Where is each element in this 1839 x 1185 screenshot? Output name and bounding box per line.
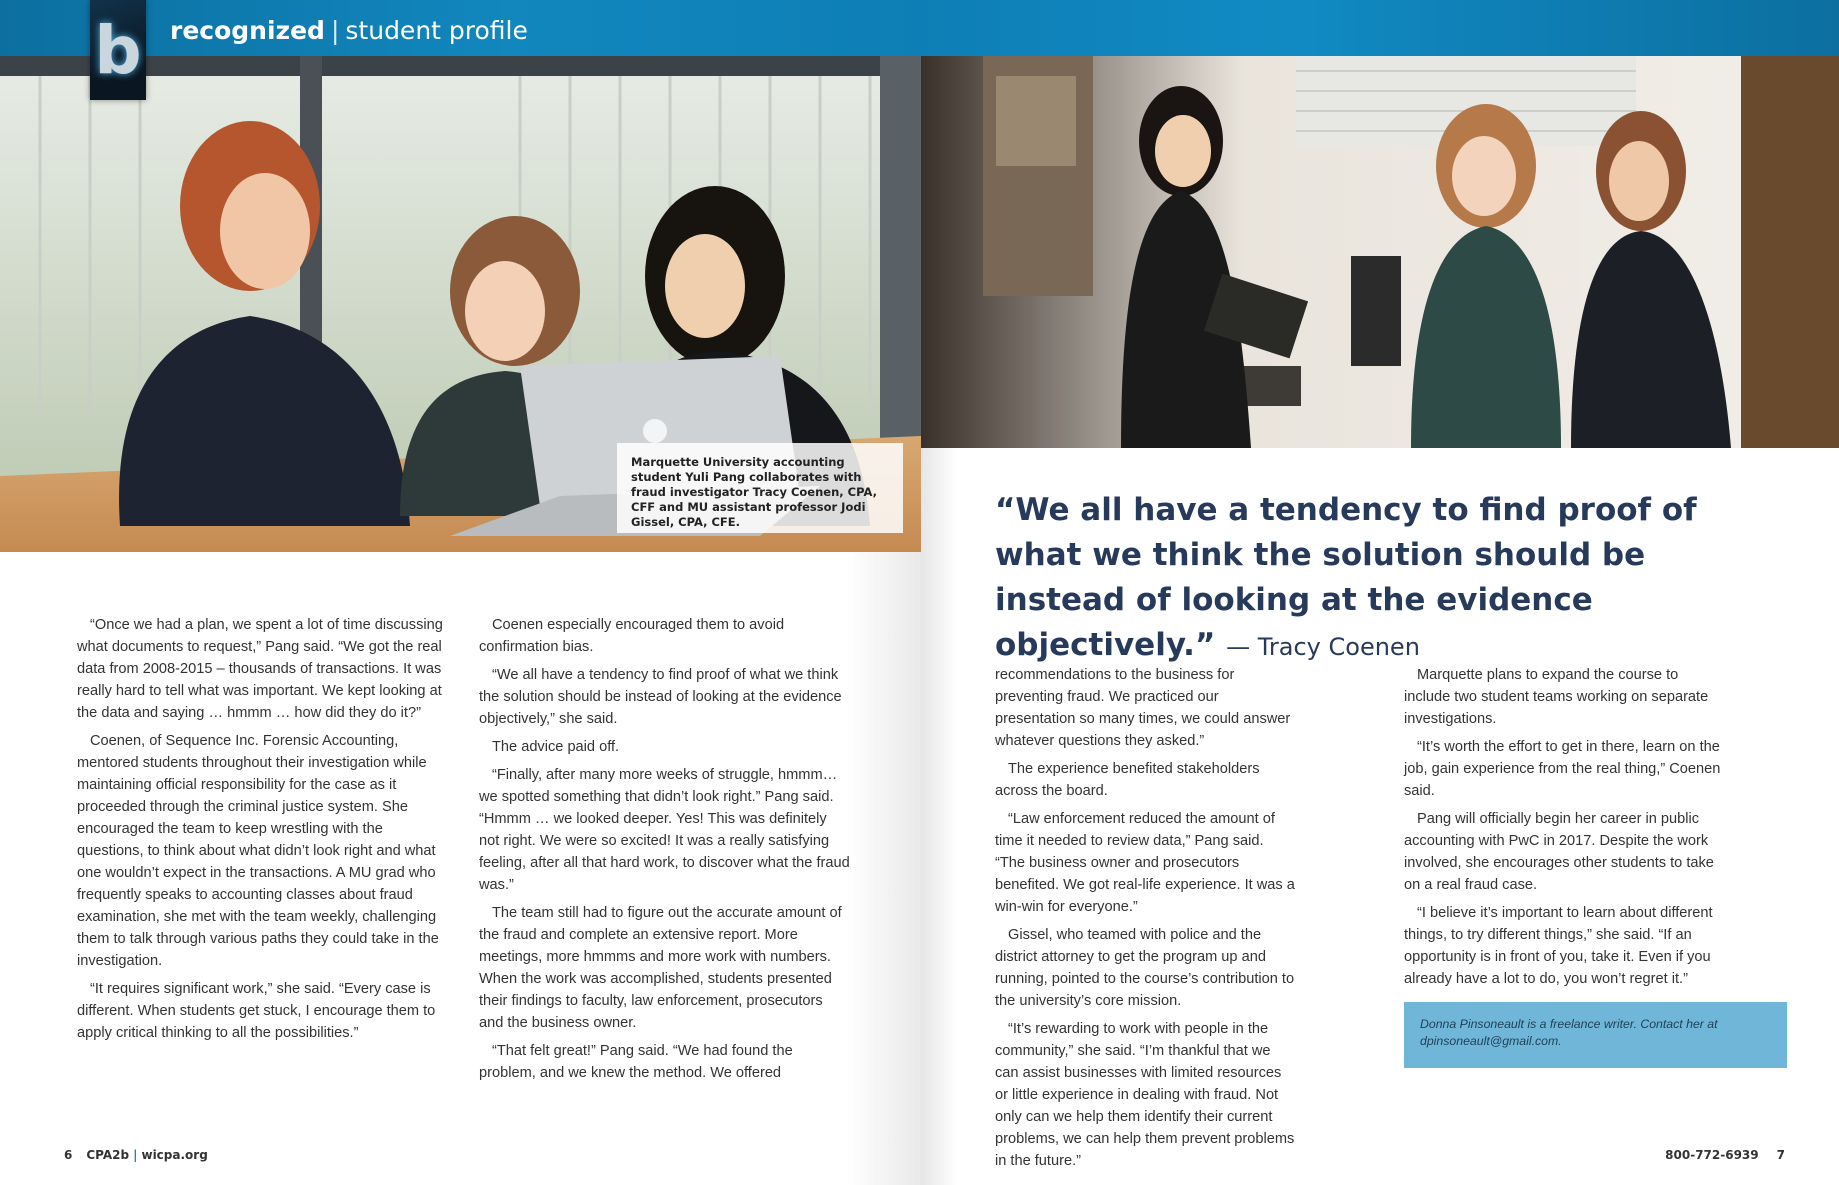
paragraph: Coenen especially encouraged them to avoid confirmation bias.: [479, 617, 785, 655]
paragraph: recommendations to the business for preventing fraud. We practiced our presentation so many times, we could answer whatever questions they asked.”: [995, 667, 1291, 749]
phone-number: 800-772-6939: [1665, 1148, 1759, 1162]
paragraph: “We all have a tendency to find proof of what we think the solution should be instead of looking at the evidence objectively,” she said.: [479, 667, 842, 727]
paragraph: “That felt great!” Pang said. “We had found the problem, and we knew the method. We offered: [479, 1043, 793, 1081]
pull-quote-attribution: — Tracy Coenen: [1226, 633, 1420, 661]
right-column-1: [995, 664, 1295, 1178]
paragraph: Coenen, of Sequence Inc. Forensic Accounting, mentored students throughout their investigation while maintaining official responsibility for the case as it proceeded through the criminal justice system. She encouraged the team to keep wrestling with the questions, to think about what didn’t look right and what one wouldn’t expect in the transactions. A MU grad who frequently speaks to accounting classes about fraud examination, she met with the team weekly, challenging them to talk through various paths they could take in the investigation.: [77, 733, 439, 969]
page-number: 7: [1776, 1148, 1785, 1162]
paragraph: “Once we had a plan, we spent a lot of time discussing what documents to request,” Pang said. “We got the real data from 2008-2015 – thousands of transactions. It was really hard to tell what was important. We kept looking at the data and saying … hmmm … how did they do it?”: [77, 617, 443, 721]
paragraph: “Law enforcement reduced the amount of time it needed to review data,” Pang said. “The business owner and prosecutors benefited. We got real-life experience. It was a win-win for everyone.”: [995, 811, 1295, 915]
paragraph: Gissel, who teamed with police and the district attorney to get the program up and running, pointed to the course’s contribution to the university’s core mission.: [995, 927, 1295, 1009]
photo-caption: Marquette University accounting student Yuli Pang collaborates with fraud investigator Tracy Coenen, CPA, CFF and MU assistant professor Jodi Gissel, CPA, CFE.: [617, 443, 903, 533]
section-title-separator: |: [330, 16, 340, 45]
right-photo-illustration: [921, 56, 1839, 448]
left-footer: [64, 1148, 208, 1162]
section-title-rest: student profile: [345, 16, 528, 45]
footer-separator: |: [133, 1148, 138, 1162]
left-column-2: [479, 614, 851, 1090]
paragraph: “I believe it’s important to learn about different things, to try different things,” she said. “If an opportunity is in front of you, take it. Even if you already have a lot to do, you won’t regret it.”: [1404, 905, 1713, 987]
section-title-bold: recognized: [170, 16, 325, 45]
paragraph: “It’s rewarding to work with people in the community,” she said. “I’m thankful that we can assist businesses with limited resources or little experience in dealing with fraud. Not only can we help them identify their current problems, we can help them prevent problems in the future.”: [995, 1021, 1295, 1169]
publication-name: CPA2b: [86, 1148, 130, 1162]
right-column-2: [1404, 664, 1726, 996]
section-title: [170, 16, 528, 45]
magazine-logo: [90, 0, 146, 100]
paragraph: Marquette plans to expand the course to include two student teams working on separate investigations.: [1404, 667, 1709, 727]
paragraph: “It requires significant work,” she said. “Every case is different. When students get stuck, I encourage them to apply critical thinking to all the possibilities.”: [77, 981, 436, 1041]
paragraph: “It’s worth the effort to get in there, learn on the job, gain experience from the real thing,” Coenen said.: [1404, 739, 1721, 799]
page-number: 6: [64, 1148, 73, 1162]
pull-quote: [995, 488, 1775, 670]
left-column-1: [77, 614, 445, 1050]
right-page: [921, 0, 1839, 1185]
header-bar: [921, 0, 1839, 56]
author-bio: Donna Pinsoneault is a freelance writer. Contact her at dpinsoneault@gmail.com.: [1404, 1002, 1787, 1068]
pull-quote-text: “We all have a tendency to find proof of what we think the solution should be instead of looking at the evidence objectively.”: [995, 492, 1697, 663]
logo-letter: b: [94, 12, 142, 89]
website: wicpa.org: [141, 1148, 208, 1162]
paragraph: “Finally, after many more weeks of struggle, hmmm…we spotted something that didn’t look right.” Pang said. “Hmmm … we looked deeper. Yes! This was definitely not right. We were so excited! It was a really satisfying feeling, after all that hard work, to discover what the fraud was.”: [479, 767, 850, 893]
paragraph: The experience benefited stakeholders across the board.: [995, 761, 1260, 799]
paragraph: Pang will officially begin her career in public accounting with PwC in 2017. Despite the work involved, she encourages other students to take on a real fraud case.: [1404, 811, 1714, 893]
paragraph: The team still had to figure out the accurate amount of the fraud and complete an extensive report. More meetings, more hmmms and more work with numbers. When the work was accomplished, students presented their findings to faculty, law enforcement, prosecutors and the business owner.: [479, 905, 842, 1031]
paragraph: The advice paid off.: [492, 739, 620, 755]
right-footer: [1665, 1148, 1785, 1162]
right-photo: [921, 56, 1839, 448]
